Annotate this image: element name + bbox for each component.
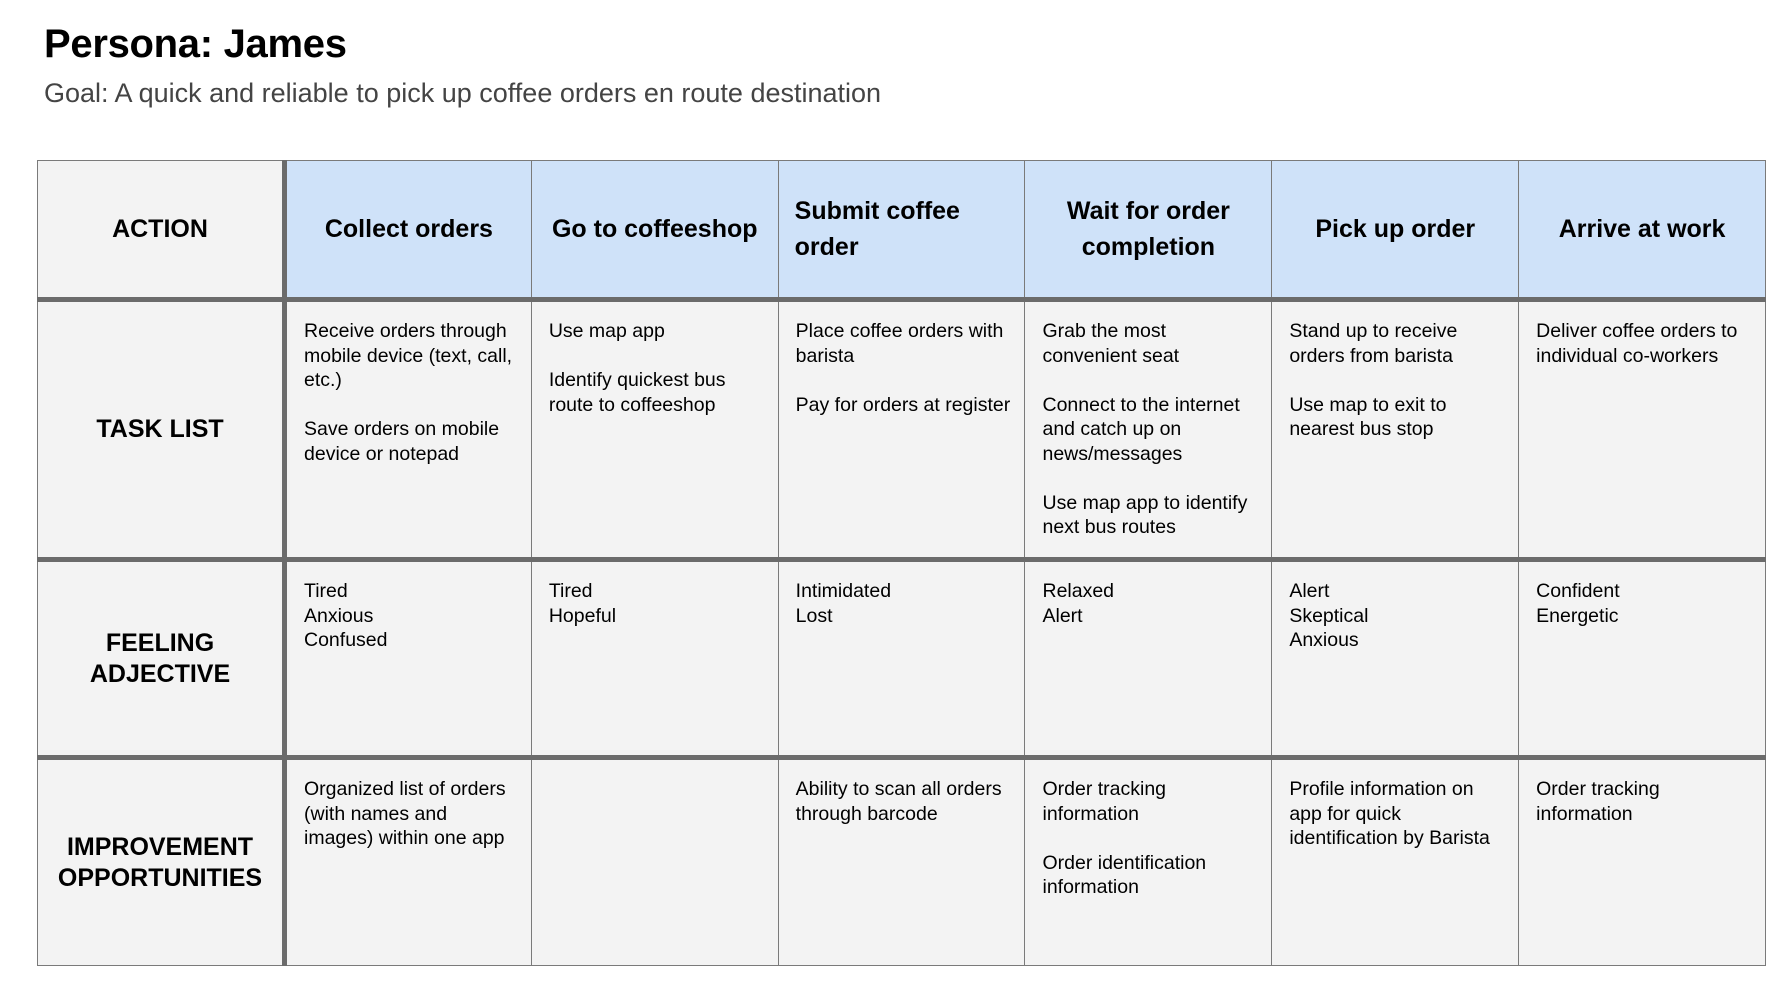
persona-goal: Goal: A quick and reliable to pick up coffee orders en route destination — [44, 78, 882, 108]
cell-paragraph: Order identification information — [1042, 851, 1207, 899]
improvement-cell — [1025, 758, 1272, 966]
cell-paragraph: Ability to scan all orders through barcode — [795, 778, 1002, 825]
cell-paragraph: Save orders on mobile device or notepad — [304, 418, 500, 465]
cell-line: Tired — [548, 580, 593, 603]
cell-line: Intimidated — [795, 580, 892, 603]
cell-line: Alert — [1289, 580, 1330, 603]
cell-line: Anxious — [1289, 629, 1359, 652]
improvement-cell — [1272, 758, 1519, 966]
feeling-cell — [531, 560, 778, 758]
task-cell — [1025, 300, 1272, 560]
row-label-feeling: FEELING ADJECTIVE — [38, 560, 285, 758]
cell-paragraph: Organized list of orders (with names and images) within one app — [304, 778, 506, 850]
stage-header-collect-orders: Collect orders — [285, 161, 532, 300]
cell-line: Lost — [795, 604, 833, 627]
task-cell — [1519, 300, 1766, 560]
cell-paragraph: Use map app — [548, 320, 665, 343]
cell-line: Energetic — [1536, 604, 1619, 627]
improvement-cell — [285, 758, 532, 966]
feeling-cell — [778, 560, 1025, 758]
task-cell — [285, 300, 532, 560]
cell-paragraph: Use map to exit to nearest bus stop — [1289, 393, 1447, 441]
cell-line: Confused — [304, 629, 388, 652]
improvement-cell — [1519, 758, 1766, 966]
cell-paragraph: Order tracking information — [1042, 778, 1167, 825]
stage-header-wait-for-order: Wait for order completion — [1025, 161, 1272, 300]
cell-line: Anxious — [304, 604, 374, 627]
improvement-cell — [531, 758, 778, 966]
stage-header-arrive-at-work: Arrive at work — [1519, 161, 1766, 300]
task-cell — [778, 300, 1025, 560]
cell-line: Tired — [304, 580, 348, 603]
feeling-cell — [1519, 560, 1766, 758]
cell-line: Confident — [1536, 580, 1620, 603]
cell-paragraph: Order tracking information — [1536, 778, 1660, 825]
cell-paragraph: Place coffee orders with barista — [795, 320, 1004, 367]
improvement-row — [38, 758, 1766, 966]
task-cell — [531, 300, 778, 560]
cell-paragraph: Stand up to receive orders from barista — [1289, 320, 1458, 367]
stage-header-submit-coffee-order: Submit coffee order — [778, 161, 1025, 300]
cell-paragraph: Deliver coffee orders to individual co-workers — [1536, 320, 1738, 367]
cell-paragraph: Use map app to identify next bus routes — [1042, 491, 1248, 539]
cell-line: Relaxed — [1042, 580, 1115, 603]
row-label-improvement: IMPROVEMENT OPPORTUNITIES — [38, 758, 285, 966]
improvement-cell — [778, 758, 1025, 966]
row-label-task-list: TASK LIST — [38, 300, 285, 560]
cell-paragraph: Pay for orders at register — [795, 393, 1011, 416]
action-row — [38, 161, 1766, 300]
cell-paragraph: Receive orders through mobile device (text, call, etc.) — [304, 320, 513, 392]
stage-header-pick-up-order: Pick up order — [1272, 161, 1519, 300]
feeling-cell — [1025, 560, 1272, 758]
cell-paragraph: Identify quickest bus route to coffeeshop — [548, 369, 726, 416]
feeling-cell — [285, 560, 532, 758]
cell-line: Alert — [1042, 604, 1083, 627]
page-title: Persona: James — [44, 22, 347, 66]
cell-line: Hopeful — [548, 604, 617, 627]
cell-paragraph: Grab the most convenient seat — [1042, 320, 1180, 367]
row-label-action: ACTION — [38, 161, 285, 300]
cell-paragraph: Profile information on app for quick identification by Barista — [1289, 778, 1490, 850]
cell-paragraph: Connect to the internet and catch up on news/messages — [1042, 393, 1240, 465]
task-cell — [1272, 300, 1519, 560]
cell-line: Skeptical — [1289, 604, 1369, 627]
stage-header-go-to-coffeeshop: Go to coffeeshop — [531, 161, 778, 300]
feeling-cell — [1272, 560, 1519, 758]
feeling-row — [38, 560, 1766, 758]
journey-map-table — [37, 160, 1766, 966]
task-list-row — [38, 300, 1766, 560]
